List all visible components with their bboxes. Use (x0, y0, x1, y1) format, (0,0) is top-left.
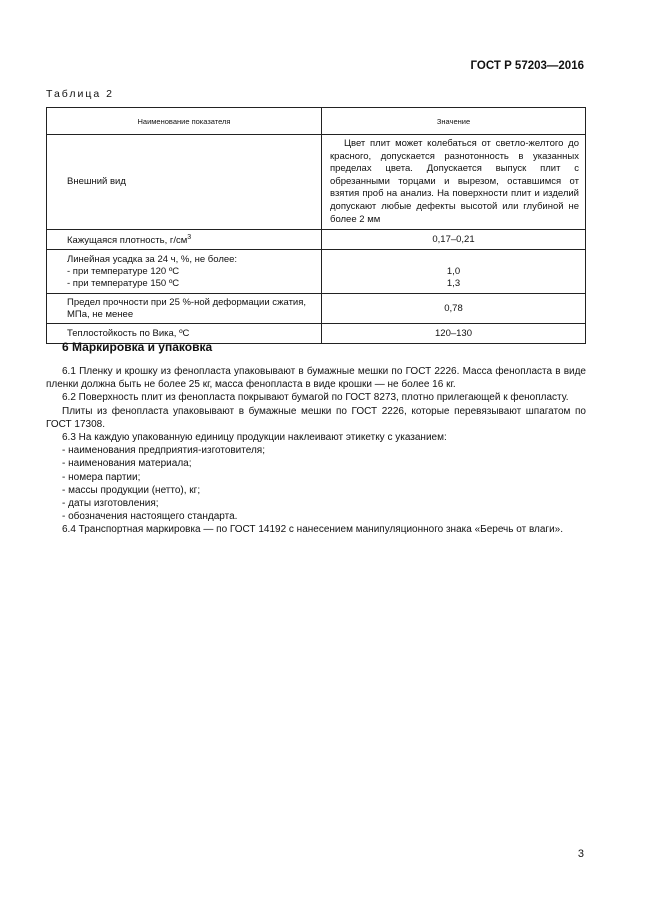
list-item: - номера партии; (62, 471, 141, 483)
row-value: 0,17–0,21 (322, 230, 586, 250)
row-value: 120–130 (322, 324, 586, 344)
row-name (47, 294, 322, 324)
row-value (322, 250, 586, 294)
section-body (46, 365, 586, 537)
header-indicator-name: Наименование показателя (47, 108, 322, 135)
row-name (47, 250, 322, 294)
row-value: Цвет плит может колебаться от светло-желтого до красного, допускается разнотонность в указанных пределах цвета. Допускается выпуск плит с обрезанными торцами и вырезом, оставшимся от взятия проб на анализ. На поверхности плит и изделий допускают любые дефекты высотой или глубиной не более 2 мм (322, 135, 586, 230)
list-item: - массы продукции (нетто), кг; (62, 484, 201, 496)
table-header-row (47, 108, 586, 135)
row-name-line: - при температуре 120 ºС (67, 265, 180, 277)
row-name-line: - при температуре 150 ºС (67, 277, 180, 289)
list-item: - наименования предприятия-изготовителя; (62, 445, 265, 457)
row-name-line: Предел прочности при 25 %-ной деформации сжатия, (67, 296, 307, 308)
table-row (47, 294, 586, 324)
row-value: 0,78 (322, 294, 586, 324)
table-row (47, 230, 586, 250)
row-name: Внешний вид (47, 135, 322, 230)
list-item: - обозначения настоящего стандарта. (62, 511, 238, 523)
paragraph: 6.4 Транспортная маркировка — по ГОСТ 14192 с нанесением манипуляционного знака «Беречь от влаги». (62, 524, 564, 536)
row-value-line: 1,0 (446, 265, 461, 277)
properties-table (46, 107, 586, 344)
row-name-line: МПа, не менее (67, 308, 134, 320)
row-value-line: 1,3 (446, 277, 461, 289)
paragraph: 6.3 На каждую упакованную единицу продукции наклеивают этикетку с указанием: (62, 432, 447, 444)
row-name-text: Кажущаяся плотность, г/см (67, 235, 188, 247)
list-item: - наименования материала; (62, 458, 192, 470)
list-item: - даты изготовления; (62, 498, 159, 510)
document-header-standard-id: ГОСТ Р 57203—2016 (470, 60, 584, 72)
row-name-superscript: 3 (187, 234, 192, 242)
paragraph: 6.2 Поверхность плит из фенопласта покрывают бумагой по ГОСТ 8273, плотно прилегающей к фенопласту. (62, 392, 569, 404)
paragraph: Плиты из фенопласта упаковывают в бумажные мешки по ГОСТ 2226, которые перевязывают шпагатом по ГОСТ 17308. (46, 405, 586, 430)
section-title: 6 Маркировка и упаковка (62, 340, 213, 354)
page-number: 3 (577, 848, 584, 860)
table-row (47, 250, 586, 294)
table-caption: Таблица 2 (46, 88, 114, 100)
row-name: Теплостойкость по Вика, ºС (47, 324, 322, 344)
row-name-line: Линейная усадка за 24 ч, %, не более: (67, 253, 238, 265)
header-value: Значение (322, 108, 586, 135)
table-row (47, 135, 586, 230)
row-name (47, 230, 322, 250)
paragraph: 6.1 Пленку и крошку из фенопласта упаковывают в бумажные мешки по ГОСТ 2226. Масса фенопласта в виде пленки должна быть не более 25 кг, масса фенопласта в виде крошки — не более 16 кг. (46, 366, 586, 391)
